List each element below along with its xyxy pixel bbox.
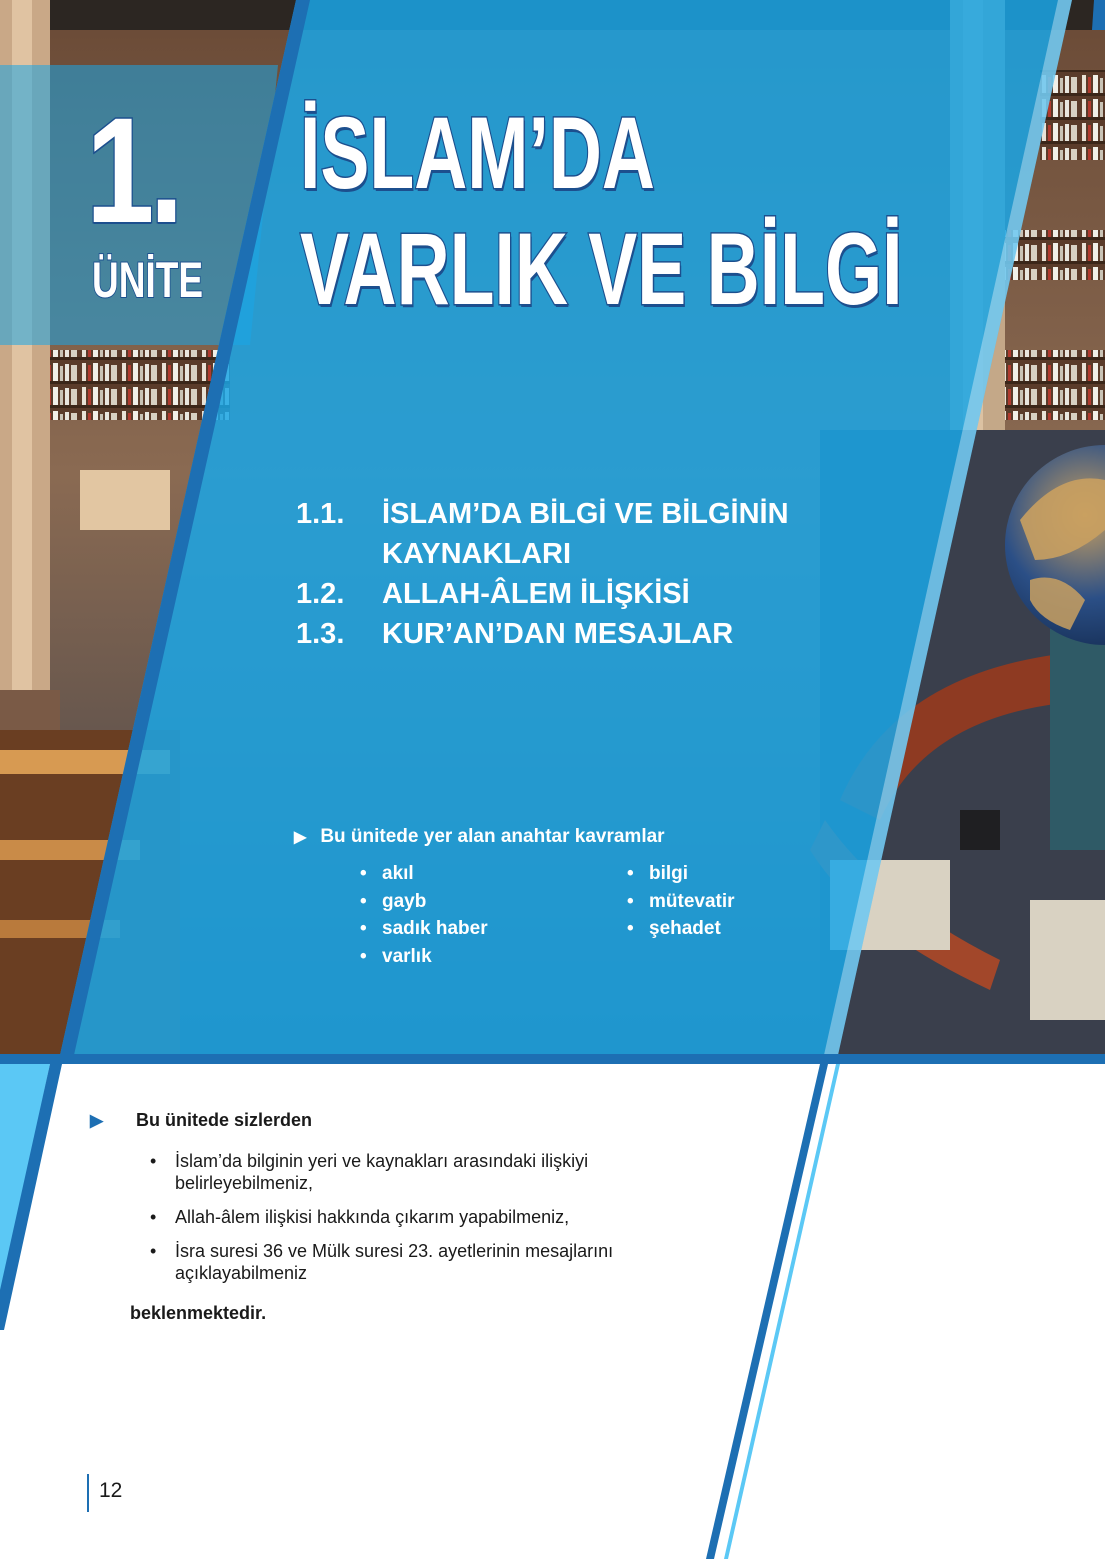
- unit-title-line-2: VARLIK VE BİLGİ: [300, 212, 903, 326]
- objective-item: [150, 1150, 710, 1194]
- section-list: [296, 494, 862, 654]
- keyword-item: [627, 888, 735, 916]
- objective-text: İslam’da bilginin yeri ve kaynakları arasındaki ilişkiyi belirleyebilmeniz,: [175, 1151, 589, 1193]
- section-title: İSLAM’DA BİLGİ VE BİLGİNİN KAYNAKLARI: [382, 498, 789, 570]
- bullet-icon: •: [150, 1207, 157, 1227]
- objectives-list: [150, 1150, 710, 1296]
- keyword-text: sadık haber: [382, 918, 488, 939]
- objective-text: Allah-âlem ilişkisi hakkında çıkarım yapabilmeniz,: [175, 1207, 570, 1227]
- bullet-icon: •: [627, 863, 634, 884]
- keyword-text: varlık: [382, 945, 432, 967]
- keyword-item: [360, 888, 488, 916]
- page-number-divider: [87, 1474, 89, 1512]
- unit-label: ÜNİTE: [92, 252, 203, 308]
- keyword-text: mütevatir: [649, 890, 735, 912]
- bullet-icon: •: [360, 890, 367, 912]
- keyword-text: şehadet: [649, 918, 721, 939]
- keywords-column-2: [627, 860, 735, 943]
- keyword-item: [360, 915, 488, 943]
- section-number: 1.1.: [296, 498, 345, 530]
- bullet-icon: •: [150, 1151, 157, 1171]
- page-number: 12: [99, 1479, 123, 1502]
- section-item: [296, 494, 862, 574]
- section-item: [296, 574, 862, 614]
- objectives-closing: beklenmektedir.: [130, 1303, 267, 1323]
- keyword-item: [360, 860, 488, 888]
- objective-item: [150, 1206, 710, 1228]
- section-title: ALLAH-ÂLEM İLİŞKİSİ: [382, 578, 690, 610]
- play-arrow-icon: ▶: [294, 829, 307, 846]
- section-item: [296, 614, 862, 654]
- objectives-heading: [90, 1110, 312, 1131]
- section-number: 1.2.: [296, 578, 345, 610]
- play-arrow-icon: ▶: [90, 1110, 104, 1130]
- section-title: KUR’AN’DAN MESAJLAR: [382, 618, 734, 650]
- keyword-item: [360, 943, 488, 971]
- keyword-text: gayb: [382, 890, 427, 912]
- keyword-text: bilgi: [649, 863, 689, 884]
- bullet-icon: •: [360, 863, 367, 884]
- section-number: 1.3.: [296, 618, 345, 650]
- bullet-icon: •: [627, 918, 634, 939]
- objective-item: [150, 1240, 710, 1284]
- unit-title-line-1: İSLAM’DA: [300, 96, 655, 210]
- bullet-icon: •: [150, 1241, 157, 1261]
- bullet-icon: •: [360, 918, 367, 939]
- unit-number: 1.: [86, 86, 179, 254]
- bullet-icon: •: [360, 945, 367, 967]
- objectives-heading-text: Bu ünitede sizlerden: [136, 1110, 313, 1130]
- keywords-heading: [294, 826, 665, 848]
- keywords-column-1: [360, 860, 488, 970]
- objective-text: İsra suresi 36 ve Mülk suresi 23. ayetlerinin mesajlarını açıklayabilmeniz: [175, 1241, 614, 1283]
- keyword-item: [627, 915, 735, 943]
- keyword-text: akıl: [382, 863, 414, 884]
- keyword-item: [627, 860, 735, 888]
- keywords-heading-text: Bu ünitede yer alan anahtar kavramlar: [320, 826, 665, 847]
- bullet-icon: •: [627, 890, 634, 912]
